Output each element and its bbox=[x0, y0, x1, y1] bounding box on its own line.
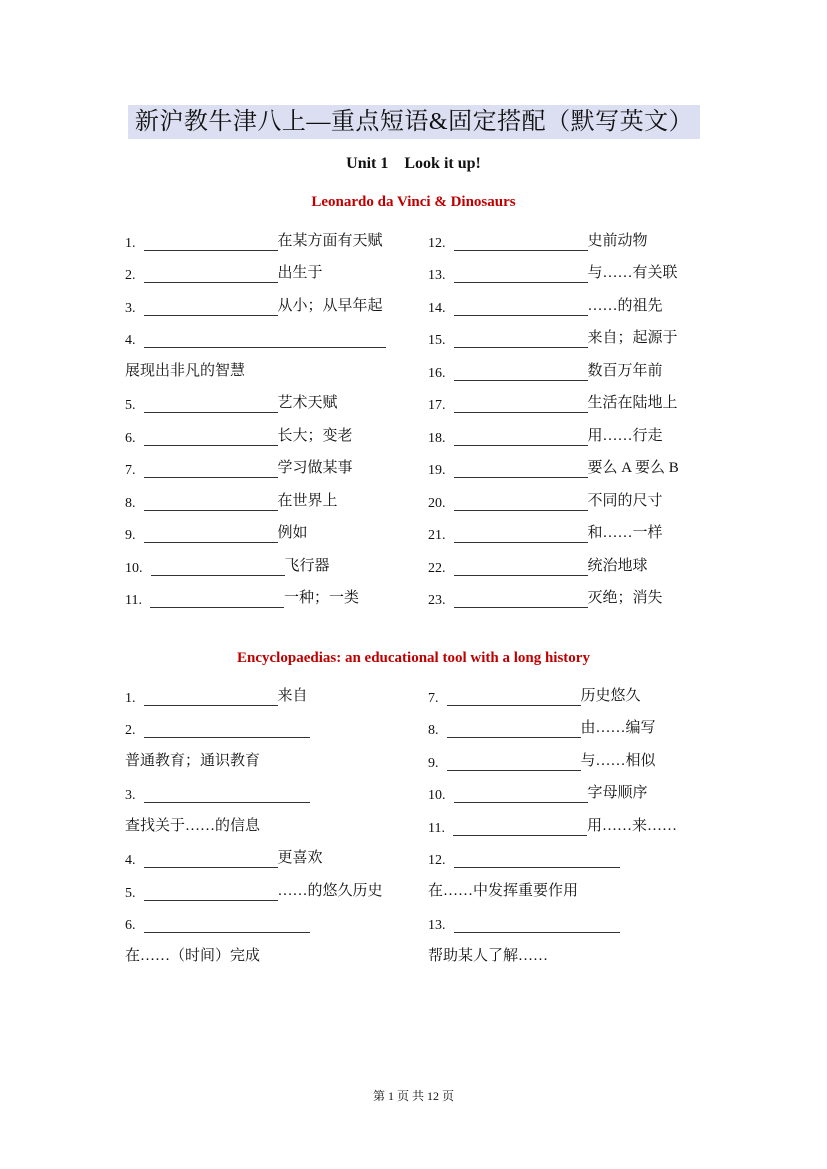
exercise-item bbox=[428, 480, 728, 513]
answer-blank[interactable] bbox=[151, 557, 285, 576]
exercise-item-meaning-line bbox=[125, 740, 425, 773]
item-number: 10. bbox=[125, 560, 143, 576]
item-number: 20. bbox=[428, 495, 446, 511]
answer-blank[interactable] bbox=[454, 362, 588, 381]
item-meaning: 用……来…… bbox=[586, 817, 677, 834]
item-meaning: 来自 bbox=[277, 687, 308, 704]
item-number: 2. bbox=[125, 723, 136, 738]
item-number: 9. bbox=[125, 528, 136, 543]
section-2-right-column bbox=[428, 675, 728, 968]
item-number: 2. bbox=[125, 268, 136, 283]
answer-blank[interactable] bbox=[447, 687, 581, 706]
answer-blank[interactable] bbox=[144, 394, 278, 413]
answer-blank[interactable] bbox=[144, 492, 278, 511]
page-title: 新沪教牛津八上—重点短语&固定搭配（默写英文） bbox=[128, 105, 700, 139]
answer-blank[interactable] bbox=[144, 524, 278, 543]
item-number: 10. bbox=[428, 788, 446, 803]
item-meaning: 和……一样 bbox=[587, 525, 663, 541]
answer-blank[interactable] bbox=[454, 557, 588, 576]
answer-blank[interactable] bbox=[454, 784, 588, 803]
item-meaning: 学习做某事 bbox=[277, 460, 353, 476]
answer-blank[interactable] bbox=[454, 232, 588, 251]
answer-blank[interactable] bbox=[447, 752, 581, 771]
section-1-right-column bbox=[428, 220, 728, 610]
item-meaning: 更喜欢 bbox=[277, 850, 323, 866]
item-meaning: 长大；变老 bbox=[277, 427, 353, 444]
item-meaning: 在……（时间）完成 bbox=[125, 947, 261, 964]
exercise-item bbox=[428, 253, 728, 286]
answer-blank[interactable] bbox=[144, 329, 386, 348]
item-meaning: 查找关于……的信息 bbox=[125, 817, 261, 834]
section-heading-1: Leonardo da Vinci & Dinosaurs bbox=[311, 194, 516, 210]
item-number: 18. bbox=[428, 430, 446, 446]
exercise-item bbox=[125, 870, 425, 903]
answer-blank[interactable] bbox=[454, 849, 620, 868]
exercise-item bbox=[125, 838, 425, 871]
unit-number: Unit 1 bbox=[346, 155, 389, 172]
exercise-item bbox=[428, 545, 728, 578]
item-number: 11. bbox=[428, 820, 445, 836]
item-number: 9. bbox=[428, 755, 439, 771]
item-number: 5. bbox=[125, 885, 136, 901]
item-meaning: 在……中发挥重要作用 bbox=[428, 882, 579, 899]
item-meaning: 帮助某人了解…… bbox=[428, 947, 549, 964]
item-number: 12. bbox=[428, 235, 446, 251]
item-meaning: 来自；起源于 bbox=[587, 330, 678, 346]
exercise-item bbox=[125, 480, 425, 513]
item-number: 19. bbox=[428, 463, 446, 478]
item-number: 1. bbox=[125, 235, 136, 251]
answer-blank[interactable] bbox=[453, 817, 587, 836]
answer-blank[interactable] bbox=[144, 784, 310, 803]
item-meaning: 艺术天赋 bbox=[277, 395, 338, 411]
answer-blank[interactable] bbox=[144, 914, 310, 933]
exercise-item bbox=[428, 675, 728, 708]
answer-blank[interactable] bbox=[144, 297, 278, 316]
exercise-item bbox=[428, 415, 728, 448]
item-number: 17. bbox=[428, 398, 446, 413]
exercise-item-meaning-line bbox=[125, 350, 425, 383]
item-number: 23. bbox=[428, 593, 446, 608]
answer-blank[interactable] bbox=[454, 427, 588, 446]
item-number: 3. bbox=[125, 300, 136, 316]
item-meaning: 统治地球 bbox=[587, 557, 648, 574]
exercise-item bbox=[428, 383, 728, 416]
item-number: 4. bbox=[125, 333, 136, 348]
item-meaning: 在世界上 bbox=[277, 492, 338, 509]
answer-blank[interactable] bbox=[454, 524, 588, 543]
answer-blank[interactable] bbox=[144, 264, 278, 283]
exercise-item-meaning-line bbox=[428, 870, 728, 903]
item-number: 12. bbox=[428, 853, 446, 868]
item-number: 1. bbox=[125, 690, 136, 706]
item-number: 15. bbox=[428, 333, 446, 348]
answer-blank[interactable] bbox=[454, 492, 588, 511]
item-meaning: 飞行器 bbox=[284, 557, 330, 574]
exercise-item bbox=[125, 773, 425, 806]
item-meaning: 在某方面有天赋 bbox=[277, 232, 383, 249]
answer-blank[interactable] bbox=[454, 459, 588, 478]
item-meaning: 字母顺序 bbox=[587, 785, 648, 801]
exercise-item bbox=[428, 318, 728, 351]
answer-blank[interactable] bbox=[144, 719, 310, 738]
item-meaning: 用……行走 bbox=[587, 427, 663, 444]
item-meaning: 灭绝；消失 bbox=[587, 590, 663, 606]
item-number: 7. bbox=[428, 690, 439, 706]
answer-blank[interactable] bbox=[447, 719, 581, 738]
exercise-item bbox=[125, 220, 425, 253]
item-number: 8. bbox=[125, 495, 136, 511]
exercise-item bbox=[125, 318, 425, 351]
item-meaning: ……的悠久历史 bbox=[277, 882, 383, 899]
answer-blank[interactable] bbox=[144, 687, 278, 706]
item-number: 7. bbox=[125, 463, 136, 478]
exercise-item bbox=[125, 253, 425, 286]
exercise-item bbox=[125, 675, 425, 708]
answer-blank[interactable] bbox=[454, 264, 588, 283]
item-number: 14. bbox=[428, 300, 446, 316]
item-number: 5. bbox=[125, 398, 136, 413]
item-meaning: 数百万年前 bbox=[587, 362, 663, 379]
item-number: 13. bbox=[428, 268, 446, 283]
item-number: 3. bbox=[125, 788, 136, 803]
item-number: 6. bbox=[125, 918, 136, 933]
exercise-item bbox=[125, 903, 425, 936]
answer-blank[interactable] bbox=[150, 589, 284, 608]
item-meaning: 展现出非凡的智慧 bbox=[125, 362, 246, 379]
answer-blank[interactable] bbox=[144, 459, 278, 478]
item-meaning: 与……相似 bbox=[580, 752, 656, 769]
exercise-item bbox=[125, 513, 425, 546]
unit-name: Look it up! bbox=[404, 155, 481, 172]
section-1-left-column bbox=[125, 220, 425, 610]
answer-blank[interactable] bbox=[144, 849, 278, 868]
exercise-item bbox=[125, 415, 425, 448]
item-meaning: 普通教育；通识教育 bbox=[125, 752, 261, 769]
exercise-item-meaning-line bbox=[125, 805, 425, 838]
exercise-item bbox=[125, 545, 425, 578]
item-number: 16. bbox=[428, 365, 446, 381]
exercise-item bbox=[428, 838, 728, 871]
exercise-item bbox=[428, 578, 728, 611]
item-meaning: 一种；一类 bbox=[283, 590, 359, 606]
item-meaning: 要么 A 要么 B bbox=[587, 460, 679, 476]
answer-blank[interactable] bbox=[144, 232, 278, 251]
section-2-left-column bbox=[125, 675, 425, 968]
exercise-item bbox=[428, 773, 728, 806]
item-meaning: 出生于 bbox=[277, 265, 323, 281]
answer-blank[interactable] bbox=[454, 329, 588, 348]
exercise-item-meaning-line bbox=[428, 935, 728, 968]
item-meaning: 史前动物 bbox=[587, 232, 648, 249]
answer-blank[interactable] bbox=[454, 297, 588, 316]
item-meaning: 从小；从早年起 bbox=[277, 297, 383, 314]
section-heading-2: Encyclopaedias: an educational tool with a long history bbox=[237, 650, 590, 666]
item-number: 8. bbox=[428, 723, 439, 738]
exercise-item bbox=[125, 383, 425, 416]
item-number: 21. bbox=[428, 528, 446, 543]
page-footer: 第 1 页 共 12 页 bbox=[372, 1089, 454, 1103]
exercise-item bbox=[428, 740, 728, 773]
exercise-item bbox=[428, 285, 728, 318]
item-number: 6. bbox=[125, 430, 136, 446]
item-number: 4. bbox=[125, 853, 136, 868]
exercise-item bbox=[428, 220, 728, 253]
answer-blank[interactable] bbox=[454, 394, 588, 413]
exercise-item bbox=[428, 513, 728, 546]
item-number: 13. bbox=[428, 918, 446, 933]
item-meaning: ……的祖先 bbox=[587, 297, 663, 314]
exercise-item bbox=[125, 285, 425, 318]
item-meaning: 生活在陆地上 bbox=[587, 395, 678, 411]
unit-heading bbox=[0, 155, 827, 173]
item-meaning: 由……编写 bbox=[580, 720, 656, 736]
item-meaning: 与……有关联 bbox=[587, 265, 678, 281]
answer-blank[interactable] bbox=[454, 914, 620, 933]
exercise-item bbox=[428, 805, 728, 838]
exercise-item bbox=[428, 708, 728, 741]
exercise-item bbox=[428, 448, 728, 481]
item-meaning: 历史悠久 bbox=[580, 687, 641, 704]
item-number: 11. bbox=[125, 593, 142, 608]
exercise-item bbox=[428, 350, 728, 383]
exercise-item bbox=[125, 708, 425, 741]
exercise-item bbox=[125, 448, 425, 481]
answer-blank[interactable] bbox=[454, 589, 588, 608]
answer-blank[interactable] bbox=[144, 427, 278, 446]
exercise-item-meaning-line bbox=[125, 935, 425, 968]
item-meaning: 不同的尺寸 bbox=[587, 492, 663, 509]
exercise-item bbox=[125, 578, 425, 611]
item-number: 22. bbox=[428, 560, 446, 576]
answer-blank[interactable] bbox=[144, 882, 278, 901]
item-meaning: 例如 bbox=[277, 525, 308, 541]
exercise-item bbox=[428, 903, 728, 936]
